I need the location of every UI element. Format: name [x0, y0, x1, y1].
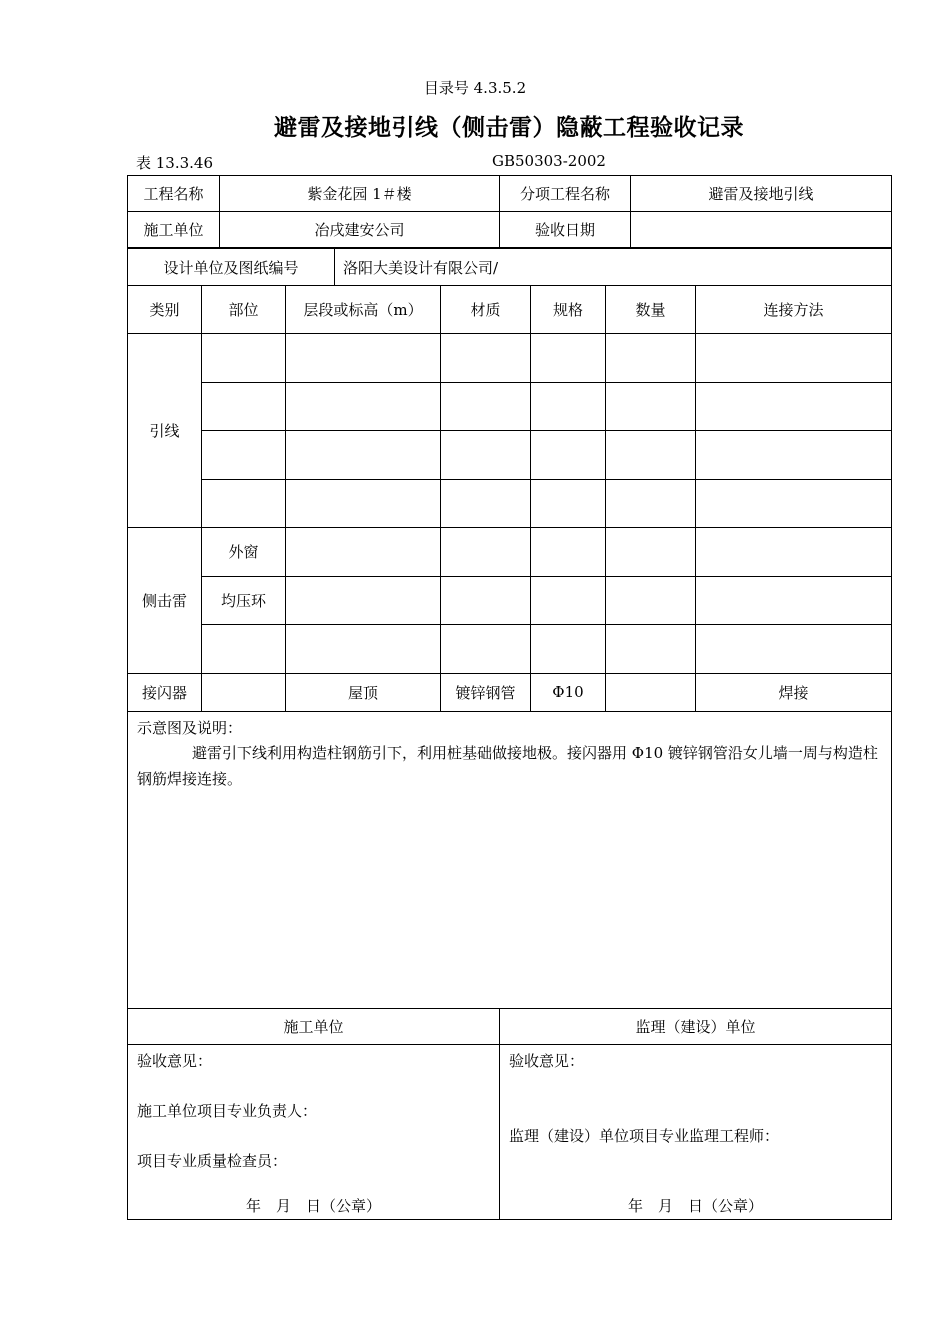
cell[interactable]: [606, 334, 696, 383]
table-row: [128, 576, 892, 625]
description-label: 示意图及说明：: [137, 719, 243, 737]
cell[interactable]: [696, 528, 892, 577]
materials-table: [127, 285, 892, 712]
group-downlead: 引线: [128, 334, 202, 528]
col-level: 层段或标高（m）: [286, 286, 441, 334]
cell[interactable]: [286, 334, 441, 383]
cell[interactable]: [606, 625, 696, 674]
contractor-label: 施工单位: [128, 212, 220, 248]
project-name-label: 工程名称: [128, 176, 220, 212]
cell[interactable]: [441, 382, 531, 431]
cell[interactable]: [202, 479, 286, 528]
table-number: 表 13.3.46: [136, 154, 214, 172]
signoff-supervisor-panel: [500, 1045, 892, 1220]
cell[interactable]: [606, 528, 696, 577]
contractor-date: 年 月 日（公章）: [245, 1197, 381, 1215]
signoff-table: [127, 1008, 892, 1220]
position-empty[interactable]: [202, 625, 286, 674]
air-terminal-category: 接闪器: [128, 673, 202, 711]
project-name-value[interactable]: 紫金花园 1＃楼: [220, 176, 500, 212]
air-terminal-position[interactable]: [202, 673, 286, 711]
designer-label: 设计单位及图纸编号: [128, 249, 335, 286]
table-row: [128, 382, 892, 431]
table-row: [128, 528, 892, 577]
accept-date-value[interactable]: [631, 212, 892, 248]
cell[interactable]: [286, 431, 441, 480]
designer-table: [127, 248, 892, 286]
col-quantity: 数量: [606, 286, 696, 334]
project-info-table: [127, 175, 892, 248]
cell[interactable]: [531, 479, 606, 528]
cell[interactable]: [606, 479, 696, 528]
description-text[interactable]: 避雷引下线利用构造柱钢筋引下，利用桩基础做接地极。接闪器用 Φ10 镀锌钢管沿女儿墙一周与构造柱钢筋焊接连接。: [137, 744, 878, 788]
supervisor-date: 年 月 日（公章）: [627, 1197, 763, 1215]
table-row-air-terminal: [128, 673, 892, 711]
cell[interactable]: [531, 528, 606, 577]
cell[interactable]: [286, 528, 441, 577]
air-terminal-material[interactable]: 镀锌钢管: [441, 673, 531, 711]
table-row: [128, 479, 892, 528]
designer-value[interactable]: 洛阳大美设计有限公司/: [335, 249, 892, 286]
standard-code: GB50303-2002: [492, 152, 606, 170]
col-method: 连接方法: [696, 286, 892, 334]
group-side-strike: 侧击雷: [128, 528, 202, 674]
cell[interactable]: [531, 431, 606, 480]
catalog-number: 目录号 4.3.5.2: [423, 79, 527, 97]
cell[interactable]: [286, 479, 441, 528]
cell[interactable]: [441, 479, 531, 528]
cell[interactable]: [441, 334, 531, 383]
signoff-contractor-header: 施工单位: [128, 1009, 500, 1045]
cell[interactable]: [696, 431, 892, 480]
accept-date-label: 验收日期: [500, 212, 631, 248]
cell[interactable]: [286, 576, 441, 625]
sub-project-label: 分项工程名称: [500, 176, 631, 212]
cell[interactable]: [202, 382, 286, 431]
description-section: [127, 712, 892, 1008]
cell[interactable]: [441, 625, 531, 674]
signoff-supervisor-header: 监理（建设）单位: [500, 1009, 892, 1045]
cell[interactable]: [696, 625, 892, 674]
cell[interactable]: [441, 528, 531, 577]
air-terminal-quantity[interactable]: [606, 673, 696, 711]
col-material: 材质: [441, 286, 531, 334]
supervisor-opinion-label: 验收意见：: [509, 1052, 585, 1070]
cell[interactable]: [286, 625, 441, 674]
sub-project-value[interactable]: 避雷及接地引线: [631, 176, 892, 212]
air-terminal-method[interactable]: 焊接: [696, 673, 892, 711]
cell[interactable]: [531, 382, 606, 431]
contractor-person-label: 施工单位项目专业负责人：: [137, 1102, 318, 1120]
contractor-value[interactable]: 冶戌建安公司: [220, 212, 500, 248]
cell[interactable]: [286, 382, 441, 431]
cell[interactable]: [606, 382, 696, 431]
cell[interactable]: [531, 576, 606, 625]
position-outer-window: 外窗: [202, 528, 286, 577]
cell[interactable]: [441, 431, 531, 480]
air-terminal-level[interactable]: 屋顶: [286, 673, 441, 711]
table-row: [128, 431, 892, 480]
cell[interactable]: [696, 334, 892, 383]
col-category: 类别: [128, 286, 202, 334]
cell[interactable]: [202, 334, 286, 383]
cell[interactable]: [606, 576, 696, 625]
cell[interactable]: [696, 382, 892, 431]
cell[interactable]: [531, 625, 606, 674]
supervisor-person-label: 监理（建设）单位项目专业监理工程师：: [509, 1127, 780, 1145]
contractor-opinion-label: 验收意见：: [137, 1052, 213, 1070]
air-terminal-spec[interactable]: Φ10: [531, 673, 606, 711]
cell[interactable]: [606, 431, 696, 480]
col-spec: 规格: [531, 286, 606, 334]
col-position: 部位: [202, 286, 286, 334]
page-title: 避雷及接地引线（侧击雷）隐蔽工程验收记录: [274, 115, 744, 141]
position-equalizing-ring: 均压环: [202, 576, 286, 625]
signoff-contractor-panel: [128, 1045, 500, 1220]
cell[interactable]: [441, 576, 531, 625]
cell[interactable]: [696, 479, 892, 528]
cell[interactable]: [202, 431, 286, 480]
contractor-inspector-label: 项目专业质量检查员：: [137, 1152, 288, 1170]
cell[interactable]: [531, 334, 606, 383]
cell[interactable]: [696, 576, 892, 625]
table-row: [128, 334, 892, 383]
table-row: [128, 625, 892, 674]
